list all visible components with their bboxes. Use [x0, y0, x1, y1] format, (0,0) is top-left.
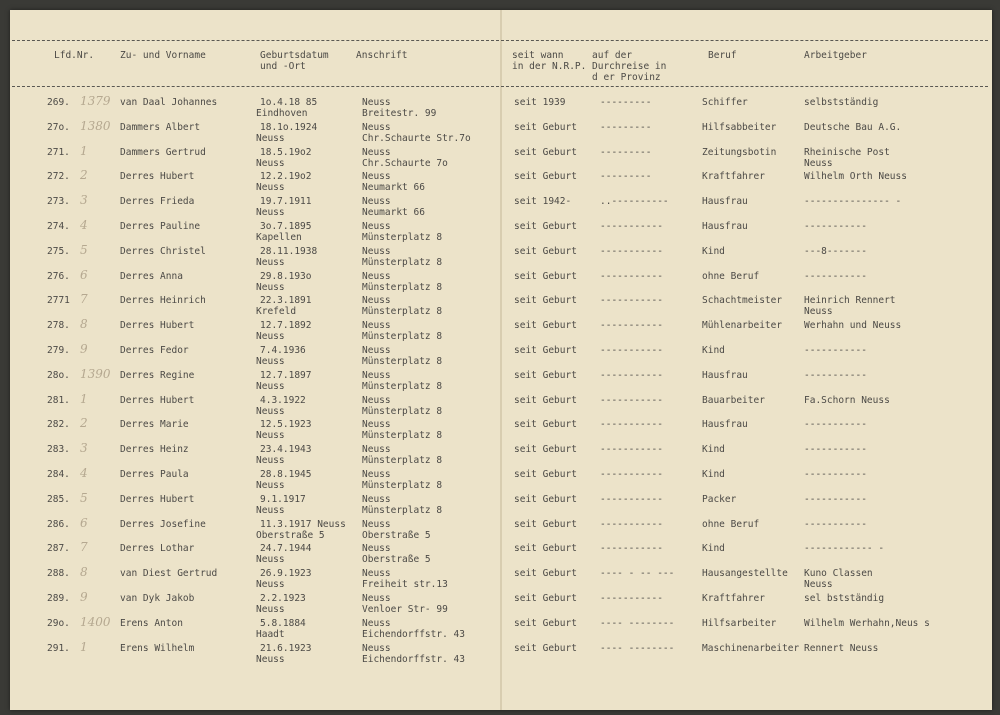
header-employer: Arbeitgeber — [804, 50, 867, 61]
archive-number: 4 — [80, 218, 88, 232]
address-city: Neuss — [362, 146, 391, 158]
birth-place: Neuss — [256, 132, 285, 144]
profession: Zeitungsbotin — [702, 146, 777, 158]
birth-place: Neuss — [256, 554, 285, 566]
employer: Wilhelm Werhahn,Neus s — [804, 617, 930, 629]
address-street: Münsterplatz 8 — [362, 331, 443, 343]
header-address: Anschrift — [356, 50, 408, 61]
resident-since: seit 1942- — [514, 196, 572, 208]
employer: ------------ - — [804, 543, 885, 555]
archive-number: 1380 — [80, 118, 111, 133]
employer: sel bstständig — [804, 593, 885, 604]
archive-number: 6 — [80, 515, 88, 530]
transit-province: ----------- — [600, 320, 663, 332]
address-street: Münsterplatz 8 — [362, 232, 443, 243]
birth-date: 24.7.1944 — [260, 543, 312, 555]
employer: Heinrich Rennert — [804, 295, 896, 307]
address-street: Münsterplatz 8 — [362, 281, 443, 293]
resident-since: seit Geburt — [514, 345, 577, 356]
birth-date: 2.2.1923 — [260, 593, 306, 604]
birth-place: Oberstraße 5 — [256, 529, 325, 541]
address-street: Münsterplatz 8 — [362, 480, 443, 491]
entry-number: 28o. — [47, 369, 70, 381]
entry-number: 274. — [47, 221, 70, 232]
resident-since: seit Geburt — [514, 295, 577, 307]
entry-number: 275. — [47, 245, 70, 257]
document-page — [10, 10, 992, 710]
address-street: Münsterplatz 8 — [362, 504, 443, 516]
resident-since: seit Geburt — [514, 469, 577, 480]
address-street: Eichendorffstr. 43 — [362, 628, 465, 640]
address-street: Freiheit str.13 — [362, 579, 448, 591]
entry-number: 283. — [47, 444, 70, 456]
birth-date: 7.4.1936 — [260, 345, 306, 356]
address-city: Neuss — [362, 196, 391, 208]
profession: Mühlenarbeiter — [702, 320, 783, 332]
birth-date: 28.8.1945 — [260, 469, 312, 480]
header-birth-1: Geburtsdatum — [260, 50, 329, 61]
transit-province: --------- — [600, 171, 652, 183]
profession: Hilfsabbeiter — [702, 121, 777, 133]
entry-number: 286. — [47, 518, 70, 530]
header-lfd: Lfd.Nr. — [54, 50, 95, 61]
resident-since: seit Geburt — [514, 221, 577, 232]
address-city: Neuss — [362, 221, 391, 232]
profession: Hilfsarbeiter — [702, 617, 777, 629]
birth-date: 1o.4.18 85 — [260, 97, 318, 108]
employer: --------------- - — [804, 196, 902, 208]
birth-place: Eindhoven — [256, 108, 308, 119]
person-name: Derres Regine — [120, 369, 195, 381]
address-city: Neuss — [362, 493, 391, 505]
employer-line-2: Neuss — [804, 306, 833, 318]
birth-date: 22.3.1891 — [260, 295, 312, 307]
employer: selbstständig — [804, 97, 879, 108]
address-street: Neumarkt 66 — [362, 182, 425, 194]
employer: Rheinische Post — [804, 146, 890, 158]
employer: ----------- — [804, 469, 867, 480]
header-transit-3: d er Provinz — [592, 72, 661, 83]
birth-place: Neuss — [256, 480, 285, 491]
profession: Kind — [702, 444, 725, 456]
birth-date: 12.7.1897 — [260, 369, 312, 381]
entry-number: 271. — [47, 146, 70, 158]
birth-date: 21.6.1923 — [260, 642, 312, 654]
employer: ----------- — [804, 493, 867, 505]
archive-number: 3 — [80, 441, 88, 456]
profession: Packer — [702, 493, 737, 505]
header-since-1: seit wann — [512, 50, 564, 61]
transit-province: ----------- — [600, 518, 663, 530]
birth-place: Neuss — [256, 405, 285, 417]
entry-number: 278. — [47, 320, 70, 332]
address-street: Münsterplatz 8 — [362, 380, 443, 392]
transit-province: ---- -------- — [600, 642, 675, 654]
employer: Kuno Classen — [804, 568, 873, 580]
resident-since: seit Geburt — [514, 419, 577, 431]
person-name: Derres Hubert — [120, 493, 195, 505]
entry-number: 269. — [47, 97, 70, 108]
entry-number: 288. — [47, 568, 70, 580]
address-street: Eichendorffstr. 43 — [362, 653, 465, 665]
birth-place: Neuss — [256, 430, 285, 442]
person-name: Dammers Gertrud — [120, 146, 206, 158]
header-profession: Beruf — [708, 50, 737, 61]
employer: Fa.Schorn Neuss — [804, 394, 890, 406]
employer: ----------- — [804, 444, 867, 456]
entry-number: 29o. — [47, 617, 70, 629]
profession: Bauarbeiter — [702, 394, 765, 406]
archive-number: 1 — [80, 391, 88, 406]
person-name: Derres Paula — [120, 469, 189, 480]
address-street: Münsterplatz 8 — [362, 430, 443, 442]
resident-since: seit Geburt — [514, 320, 577, 332]
birth-place: Neuss — [256, 579, 285, 591]
birth-place: Neuss — [256, 504, 285, 516]
archive-number: 7 — [80, 292, 88, 307]
address-city: Neuss — [362, 121, 391, 133]
resident-since: seit Geburt — [514, 146, 577, 158]
address-city: Neuss — [362, 568, 391, 580]
address-street: Oberstraße 5 — [362, 554, 431, 566]
entry-number: 282. — [47, 419, 70, 431]
archive-number: 2 — [80, 168, 88, 183]
birth-date: 29.8.193o — [260, 270, 312, 282]
birth-place: Neuss — [256, 207, 285, 219]
birth-place: Neuss — [256, 356, 285, 367]
birth-date: 3o.7.1895 — [260, 221, 312, 232]
person-name: Derres Lothar — [120, 543, 195, 555]
archive-number: 3 — [80, 193, 88, 208]
birth-date: 12.5.1923 — [260, 419, 312, 431]
header-rule-bottom — [12, 86, 988, 87]
address-city: Neuss — [362, 171, 391, 183]
birth-date: 12.7.1892 — [260, 320, 312, 332]
profession: Kraftfahrer — [702, 171, 765, 183]
person-name: Derres Frieda — [120, 196, 195, 208]
person-name: Derres Marie — [120, 419, 189, 431]
employer-line-2: Neuss — [804, 157, 833, 169]
profession: Hausfrau — [702, 196, 748, 208]
entry-number: 285. — [47, 493, 70, 505]
birth-place: Neuss — [256, 455, 285, 467]
transit-province: ---- -------- — [600, 617, 675, 629]
address-city: Neuss — [362, 419, 391, 431]
address-city: Neuss — [362, 394, 391, 406]
transit-province: ----------- — [600, 469, 663, 480]
employer: Rennert Neuss — [804, 642, 879, 654]
person-name: Erens Anton — [120, 617, 183, 629]
archive-number: 1390 — [80, 366, 111, 381]
address-street: Münsterplatz 8 — [362, 405, 443, 417]
entry-number: 284. — [47, 469, 70, 480]
entry-number: 279. — [47, 345, 70, 356]
entry-number: 27o. — [47, 121, 70, 133]
birth-place: Neuss — [256, 157, 285, 169]
entry-number: 276. — [47, 270, 70, 282]
profession: ohne Beruf — [702, 270, 760, 282]
person-name: Derres Pauline — [120, 221, 201, 232]
entry-number: 289. — [47, 593, 70, 604]
birth-place: Neuss — [256, 331, 285, 343]
birth-place: Neuss — [256, 604, 285, 615]
resident-since: seit Geburt — [514, 369, 577, 381]
birth-date: 9.1.1917 — [260, 493, 306, 505]
birth-place: Haadt — [256, 628, 285, 640]
employer: ----------- — [804, 221, 867, 232]
profession: Hausangestellte — [702, 568, 788, 580]
employer: ----------- — [804, 270, 867, 282]
header-name: Zu- und Vorname — [120, 50, 206, 61]
address-city: Neuss — [362, 642, 391, 654]
person-name: Derres Hubert — [120, 171, 195, 183]
address-street: Münsterplatz 8 — [362, 306, 443, 318]
birth-date: 4.3.1922 — [260, 394, 306, 406]
address-city: Neuss — [362, 444, 391, 456]
address-street: Venloer Str- 99 — [362, 604, 448, 615]
archive-number: 5 — [80, 490, 88, 505]
profession: Hausfrau — [702, 369, 748, 381]
resident-since: seit Geburt — [514, 493, 577, 505]
resident-since: seit Geburt — [514, 394, 577, 406]
person-name: Derres Heinrich — [120, 295, 206, 307]
address-city: Neuss — [362, 369, 391, 381]
resident-since: seit Geburt — [514, 617, 577, 629]
employer: ---8------- — [804, 245, 867, 257]
transit-province: ----------- — [600, 270, 663, 282]
transit-province: ----------- — [600, 394, 663, 406]
profession: Kind — [702, 245, 725, 257]
transit-province: --------- — [600, 121, 652, 133]
person-name: Derres Fedor — [120, 345, 189, 356]
address-city: Neuss — [362, 97, 391, 108]
profession: Hausfrau — [702, 221, 748, 232]
header-transit-1: auf der — [592, 50, 633, 61]
birth-place: Kapellen — [256, 232, 302, 243]
birth-date: 23.4.1943 — [260, 444, 312, 456]
address-street: Chr.Schaurte 7o — [362, 157, 448, 169]
address-city: Neuss — [362, 617, 391, 629]
person-name: Derres Heinz — [120, 444, 189, 456]
page-fold — [500, 10, 502, 710]
birth-place: Neuss — [256, 182, 285, 194]
transit-province: ----------- — [600, 543, 663, 555]
address-street: Oberstraße 5 — [362, 529, 431, 541]
resident-since: seit Geburt — [514, 642, 577, 654]
address-street: Breitestr. 99 — [362, 108, 437, 119]
profession: Kind — [702, 469, 725, 480]
birth-date: 26.9.1923 — [260, 568, 312, 580]
address-city: Neuss — [362, 593, 391, 604]
birth-place: Neuss — [256, 380, 285, 392]
transit-province: ----------- — [600, 345, 663, 356]
archive-number: 9 — [80, 342, 88, 356]
archive-number: 8 — [80, 317, 88, 332]
entry-number: 272. — [47, 171, 70, 183]
transit-province: ----------- — [600, 245, 663, 257]
entry-number: 273. — [47, 196, 70, 208]
archive-number: 4 — [80, 466, 88, 480]
employer: ----------- — [804, 345, 867, 356]
employer: ----------- — [804, 518, 867, 530]
resident-since: seit Geburt — [514, 270, 577, 282]
entry-number: 287. — [47, 543, 70, 555]
transit-province: --------- — [600, 97, 652, 108]
employer: Wilhelm Orth Neuss — [804, 171, 907, 183]
person-name: Erens Wilhelm — [120, 642, 195, 654]
profession: ohne Beruf — [702, 518, 760, 530]
archive-number: 5 — [80, 242, 88, 257]
archive-number: 2 — [80, 416, 88, 431]
person-name: Dammers Albert — [120, 121, 201, 133]
transit-province: ----------- — [600, 369, 663, 381]
transit-province: ----------- — [600, 295, 663, 307]
address-street: Münsterplatz 8 — [362, 356, 443, 367]
archive-number: 1 — [80, 143, 88, 158]
employer-line-2: Neuss — [804, 579, 833, 591]
person-name: van Diest Gertrud — [120, 568, 218, 580]
person-name: Derres Christel — [120, 245, 206, 257]
transit-province: --------- — [600, 146, 652, 158]
archive-number: 7 — [80, 540, 88, 555]
profession: Kraftfahrer — [702, 593, 765, 604]
profession: Schachtmeister — [702, 295, 783, 307]
employer: Deutsche Bau A.G. — [804, 121, 902, 133]
profession: Kind — [702, 345, 725, 356]
transit-province: ---- - -- --- — [600, 568, 675, 580]
resident-since: seit Geburt — [514, 568, 577, 580]
person-name: van Daal Johannes — [120, 97, 218, 108]
birth-date: 11.3.1917 Neuss — [260, 518, 346, 530]
header-since-2: in der N.R.P. — [512, 61, 587, 72]
transit-province: ----------- — [600, 444, 663, 456]
birth-date: 19.7.1911 — [260, 196, 312, 208]
birth-place: Neuss — [256, 256, 285, 268]
header-rule-top — [12, 40, 988, 41]
address-street: Chr.Schaurte Str.7o — [362, 132, 471, 144]
entry-number: 291. — [47, 642, 70, 654]
resident-since: seit Geburt — [514, 543, 577, 555]
profession: Maschinenarbeiter — [702, 642, 800, 654]
birth-date: 18.1o.1924 — [260, 121, 318, 133]
birth-date: 18.5.19o2 — [260, 146, 312, 158]
profession: Schiffer — [702, 97, 748, 108]
address-city: Neuss — [362, 245, 391, 257]
transit-province: ..---------- — [600, 196, 669, 208]
archive-number: 9 — [80, 590, 88, 604]
person-name: Derres Josefine — [120, 518, 206, 530]
address-city: Neuss — [362, 543, 391, 555]
birth-place: Neuss — [256, 281, 285, 293]
entry-number: 281. — [47, 394, 70, 406]
resident-since: seit Geburt — [514, 593, 577, 604]
address-street: Münsterplatz 8 — [362, 256, 443, 268]
person-name: van Dyk Jakob — [120, 593, 195, 604]
person-name: Derres Anna — [120, 270, 183, 282]
header-transit-2: Durchreise in — [592, 61, 667, 72]
archive-number: 1379 — [80, 94, 111, 108]
birth-date: 12.2.19o2 — [260, 171, 312, 183]
employer: Werhahn und Neuss — [804, 320, 902, 332]
profession: Kind — [702, 543, 725, 555]
transit-province: ----------- — [600, 493, 663, 505]
address-city: Neuss — [362, 320, 391, 332]
profession: Hausfrau — [702, 419, 748, 431]
person-name: Derres Hubert — [120, 320, 195, 332]
entry-number: 2771 — [47, 295, 70, 307]
resident-since: seit Geburt — [514, 518, 577, 530]
archive-number: 6 — [80, 267, 88, 282]
address-city: Neuss — [362, 345, 391, 356]
header-birth-2: und -Ort — [260, 61, 306, 72]
employer: ----------- — [804, 369, 867, 381]
resident-since: seit Geburt — [514, 444, 577, 456]
address-street: Münsterplatz 8 — [362, 455, 443, 467]
address-city: Neuss — [362, 518, 391, 530]
transit-province: ----------- — [600, 221, 663, 232]
birth-place: Neuss — [256, 653, 285, 665]
address-city: Neuss — [362, 270, 391, 282]
resident-since: seit Geburt — [514, 171, 577, 183]
address-city: Neuss — [362, 295, 391, 307]
resident-since: seit Geburt — [514, 245, 577, 257]
employer: ----------- — [804, 419, 867, 431]
archive-number: 8 — [80, 565, 88, 580]
person-name: Derres Hubert — [120, 394, 195, 406]
address-street: Neumarkt 66 — [362, 207, 425, 219]
birth-date: 5.8.1884 — [260, 617, 306, 629]
birth-place: Krefeld — [256, 306, 297, 318]
transit-province: ----------- — [600, 593, 663, 604]
resident-since: seit Geburt — [514, 121, 577, 133]
birth-date: 28.11.1938 — [260, 245, 318, 257]
resident-since: seit 1939 — [514, 97, 566, 108]
address-city: Neuss — [362, 469, 391, 480]
transit-province: ----------- — [600, 419, 663, 431]
archive-number: 1 — [80, 639, 88, 654]
archive-number: 1400 — [80, 614, 111, 629]
